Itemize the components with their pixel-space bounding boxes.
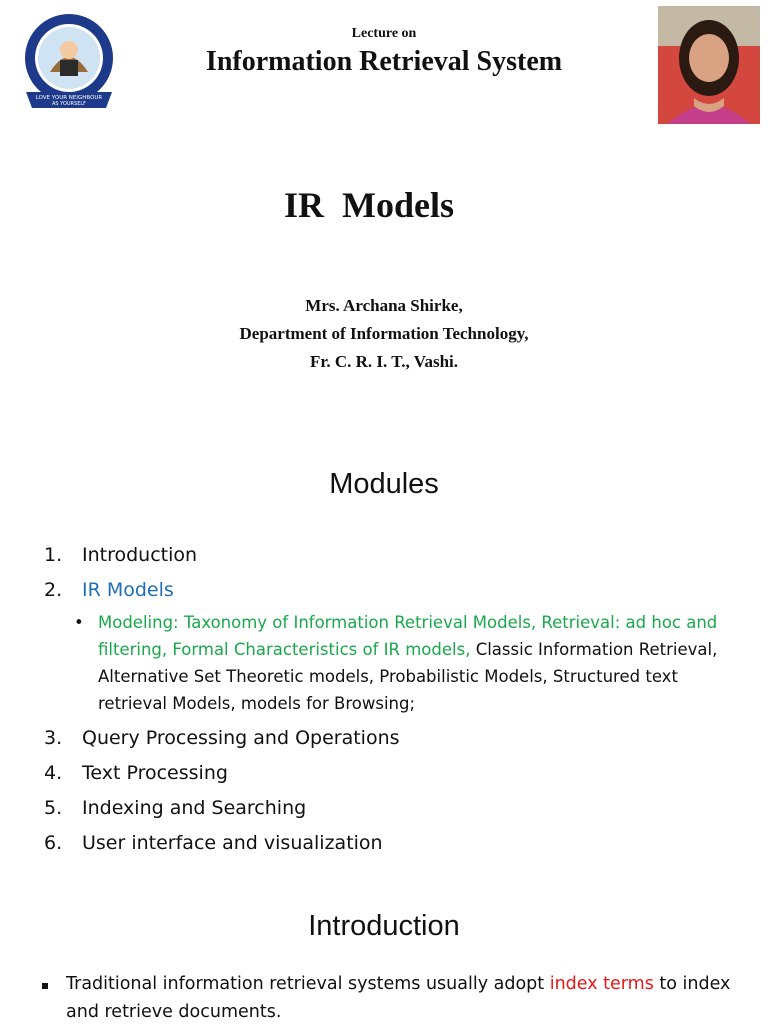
- list-item: [44, 720, 744, 755]
- intro-text-post: to index and retrieve documents.: [66, 974, 731, 1022]
- author-name: Mrs. Archana Shirke,: [305, 296, 463, 315]
- modules-heading: Modules: [329, 468, 439, 500]
- logo-banner-line1: LOVE YOUR NEIGHBOUR: [35, 95, 103, 101]
- list-item-label: User interface and visualization: [82, 831, 383, 854]
- list-item: [44, 825, 744, 860]
- modules-slide: [0, 440, 768, 880]
- list-item-number: 1.: [44, 543, 63, 566]
- list-item-number: 4.: [44, 761, 63, 784]
- list-item-label: Text Processing: [82, 761, 228, 784]
- sub-bullet-green-text: Modeling: Taxonomy of Information Retrieval Models, Retrieval: ad hoc and filtering, Formal Characteristics of IR models,: [98, 613, 718, 659]
- title-slide: [0, 0, 768, 440]
- list-item: [44, 572, 744, 607]
- list-item-label: Query Processing and Operations: [82, 726, 400, 749]
- author-institute: Fr. C. R. I. T., Vashi.: [309, 352, 458, 371]
- bullet-dot-icon: •: [74, 613, 84, 632]
- list-item-number: 2.: [44, 578, 63, 601]
- author-department: Department of Information Technology,: [239, 324, 529, 343]
- introduction-slide: [0, 880, 768, 1024]
- list-item-number: 3.: [44, 726, 63, 749]
- logo-banner-line2: AS YOURSELF: [51, 101, 87, 107]
- sub-bullet-text: Classic Information Retrieval, Alternative Set Theoretic models, Probabilistic Models, Structured text retrieval Models, models for Browsing;: [98, 640, 718, 713]
- list-item: [44, 537, 744, 572]
- list-item-label: Introduction: [82, 543, 198, 566]
- intro-bullet: [42, 970, 732, 1026]
- introduction-heading: Introduction: [308, 910, 460, 942]
- list-item-label-highlighted: IR Models: [82, 578, 174, 601]
- intro-bullet-text: [42, 970, 732, 1026]
- modules-list: [44, 537, 744, 860]
- sub-bullet-item: [44, 609, 738, 717]
- list-item: [44, 755, 744, 790]
- list-item-number: 5.: [44, 796, 63, 819]
- lecture-on-label: Lecture on: [351, 26, 417, 41]
- list-item-label: Indexing and Searching: [82, 796, 307, 819]
- square-bullet-icon: [42, 983, 48, 989]
- list-item: [44, 790, 744, 825]
- intro-text-pre: Traditional information retrieval systems usually adopt: [66, 974, 550, 994]
- list-item-number: 6.: [44, 831, 63, 854]
- page-title: IR Models: [284, 185, 454, 225]
- presenter-photo: [658, 6, 760, 124]
- course-title: Information Retrieval System: [205, 46, 563, 77]
- author-block: [0, 292, 768, 376]
- intro-text-highlight: index terms: [549, 974, 654, 994]
